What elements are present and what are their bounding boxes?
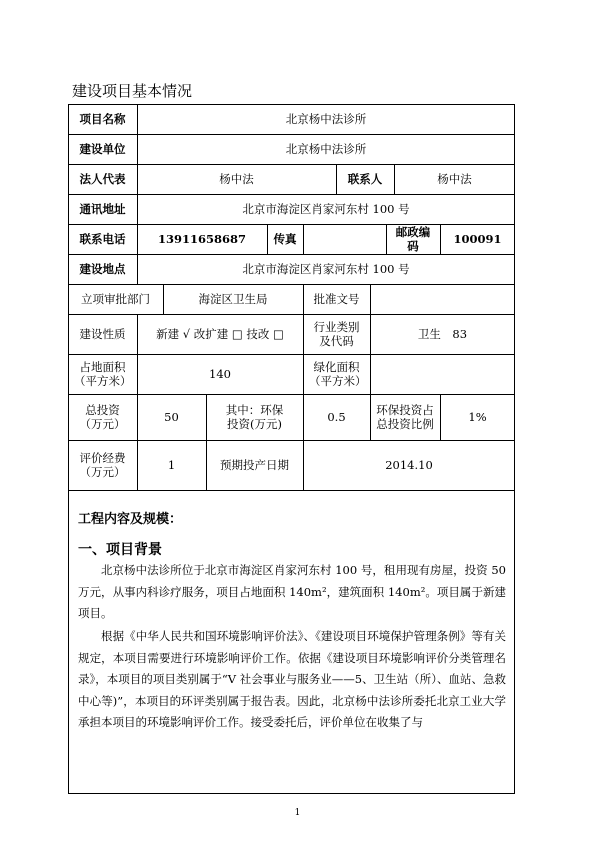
label-construction-type: 建设性质 <box>79 327 126 341</box>
section-title: 工程内容及规模： <box>78 512 183 527</box>
value-postcode: 100091 <box>453 232 502 246</box>
value-total-investment: 50 <box>164 410 179 424</box>
page-title: 建设项目基本情况 <box>72 82 193 100</box>
value-phone: 13911658687 <box>157 232 247 246</box>
value-approval-no <box>370 284 515 314</box>
label-site: 建设地点 <box>79 262 126 276</box>
label-env-investment: 其中：环保投资(万元) <box>225 403 284 431</box>
label-approval-dept: 立项审批部门 <box>81 292 150 306</box>
label-env-ratio: 环保投资占总投资比例 <box>376 403 434 431</box>
label-land-area: 占地面积（平方米） <box>74 360 132 388</box>
value-project-name: 北京杨中法诊所 <box>285 112 367 126</box>
label-assessment-fee: 评价经费（万元） <box>79 451 126 479</box>
label-approval-no: 批准文号 <box>313 292 360 306</box>
label-postcode: 邮政编码 <box>395 225 431 253</box>
table-row-divider <box>68 490 515 491</box>
subsection-title: 一、项目背景 <box>78 542 162 558</box>
value-fax <box>303 224 386 254</box>
value-builder: 北京杨中法诊所 <box>285 142 367 156</box>
value-green-area <box>370 354 515 394</box>
value-address: 北京市海淀区肖家河东村 100 号 <box>242 202 410 216</box>
value-construction-type: 新建 √ 改扩建 □ 技改 □ <box>156 327 284 341</box>
label-green-area: 绿化面积（平方米） <box>309 360 367 388</box>
label-project-name: 项目名称 <box>79 112 126 126</box>
value-site: 北京市海淀区肖家河东村 100 号 <box>242 262 410 276</box>
value-env-ratio: 1% <box>468 410 487 424</box>
label-total-investment: 总投资（万元） <box>79 403 126 431</box>
value-land-area: 140 <box>209 367 231 381</box>
value-contact: 杨中法 <box>437 172 472 186</box>
label-builder: 建设单位 <box>79 142 126 156</box>
label-fax: 传真 <box>273 232 297 246</box>
value-approval-dept: 海淀区卫生局 <box>198 292 268 306</box>
value-assessment-fee: 1 <box>167 458 176 472</box>
paragraph-background-1: 北京杨中法诊所位于北京市海淀区肖家河东村 100 号，租用现有房屋，投资 50 万元，从事内科诊疗服务，项目占地面积 140m²，建筑面积 140m²。项目属于新建项目。 <box>78 563 506 620</box>
value-env-investment: 0.5 <box>327 410 346 424</box>
label-phone: 联系电话 <box>79 232 126 246</box>
label-production-date: 预期投产日期 <box>220 458 289 472</box>
label-legal-rep: 法人代表 <box>79 172 126 186</box>
label-industry-code: 行业类别及代码 <box>313 320 360 348</box>
value-legal-rep: 杨中法 <box>219 172 254 186</box>
page-number: 1 <box>294 808 301 818</box>
value-industry-code: 卫生 83 <box>417 327 468 341</box>
paragraph-background-2: 根据《中华人民共和国环境影响评价法》、《建设项目环境保护管理条例》等有关规定，本项目需要进行环境影响评价工作。依据《建设项目环境影响评价分类管理名录》，本项目的项目类别属于“V 社会事业与服务业——5、卫生站（所）、血站、急救中心等)”，本项目的环评类别属于报告表。因此，北京杨中法诊所委托北京工业大学承担本项目的环境影响评价工作。接受委托后，评价单位在收集了与 <box>78 629 506 729</box>
label-address: 通讯地址 <box>79 202 126 216</box>
label-contact: 联系人 <box>347 172 383 186</box>
value-production-date: 2014.10 <box>385 458 433 472</box>
